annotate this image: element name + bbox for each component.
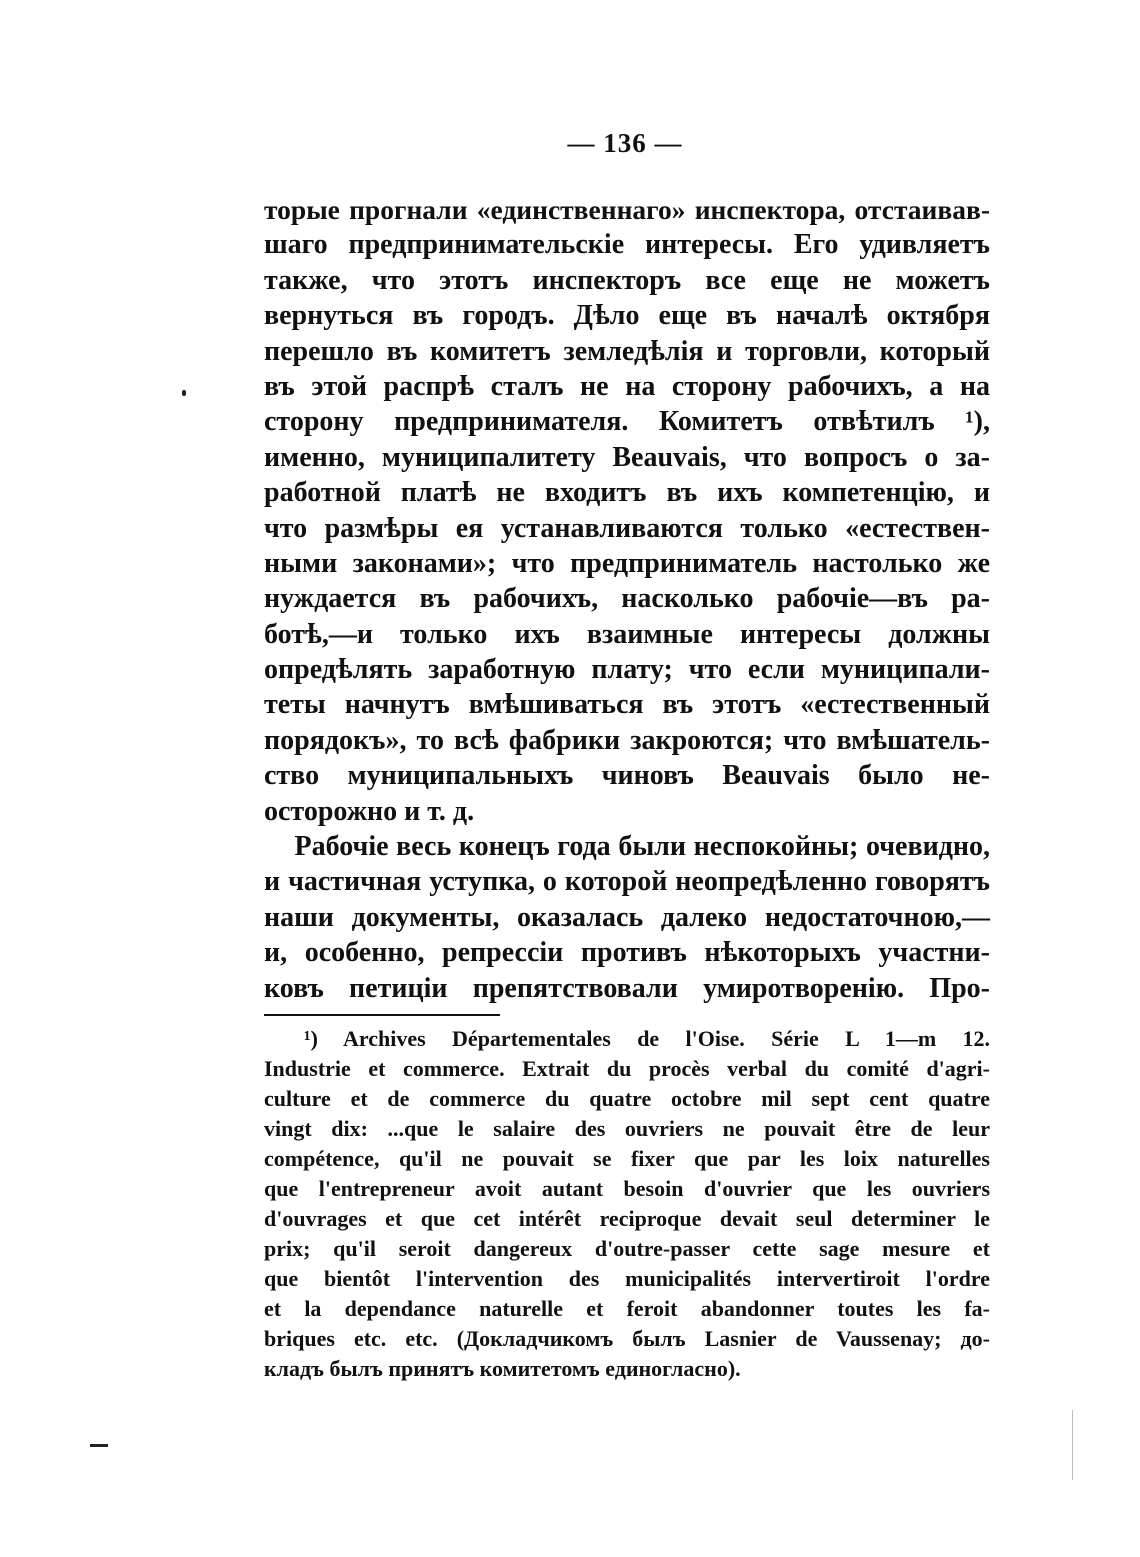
page-number: — 136 — xyxy=(567,128,683,158)
body-line: сторону предпринимателя. Комитетъ отвѣтилъ ¹), xyxy=(264,406,990,438)
body-line: и частичная уступка, о которой неопредѣленно говорятъ xyxy=(264,866,990,898)
footnote-divider xyxy=(264,1014,500,1016)
margin-speck xyxy=(182,390,186,396)
body-line: теты начнутъ вмѣшиваться въ этотъ «естественный xyxy=(264,689,990,721)
body-line: работной платѣ не входитъ въ ихъ компетенцію, и xyxy=(264,477,990,509)
body-line: ботѣ,—и только ихъ взаимные интересы должны xyxy=(264,618,990,650)
body-line: перешло въ комитетъ земледѣлія и торговли, который xyxy=(264,335,990,367)
body-line: нуждается въ рабочихъ, насколько рабочіе—въ ра- xyxy=(264,583,990,615)
body-line: ковъ петиціи препятствовали умиротворенію. Про- xyxy=(264,972,990,1004)
footnote-line: culture et de commerce du quatre octobre mil sept cent quatre xyxy=(264,1086,990,1111)
footnote-line: vingt dix: ...que le salaire des ouvriers ne pouvait être de leur xyxy=(264,1116,990,1141)
footnote xyxy=(264,1024,990,1384)
body-text xyxy=(264,192,990,1006)
footnote-line: ¹) Archives Départementales de l'Oise. Série L 1—m 12. xyxy=(304,1026,990,1051)
footnote-line: et la dependance naturelle et feroit abandonner toutes les fa- xyxy=(264,1296,990,1321)
body-line: шаго предпринимательскіе интересы. Его удивляетъ xyxy=(264,229,990,261)
body-line: ными законами»; что предприниматель настолько же xyxy=(264,547,990,579)
footnote-line: Industrie et commerce. Extrait du procès verbal du comité d'agri- xyxy=(264,1056,990,1081)
body-line: опредѣлять заработную плату; что если муниципали- xyxy=(264,654,990,686)
body-line: наши документы, оказалась далеко недостаточною,— xyxy=(264,901,990,933)
margin-dash xyxy=(90,1444,108,1447)
scan-edge-line xyxy=(1072,1410,1073,1480)
body-line: торые прогнали «единственнаго» инспектора, отстаивав- xyxy=(264,194,990,225)
body-line: именно, муниципалитету Beauvais, что вопросъ о за- xyxy=(264,441,990,473)
footnote-line: compétence, qu'il ne pouvait se fixer que par les loix naturelles xyxy=(264,1146,990,1171)
body-line: что размѣры ея устанавливаются только «естествен- xyxy=(264,512,990,544)
footnote-line: briques etc. etc. (Докладчикомъ былъ Lasnier de Vaussenay; до- xyxy=(264,1326,990,1351)
footnote-line: prix; qu'il seroit dangereux d'outre-passer cette sage mesure et xyxy=(264,1236,990,1261)
body-line: и, особенно, репрессіи противъ нѣкоторыхъ участни- xyxy=(264,937,990,969)
body-line: вернуться въ городъ. Дѣло еще въ началѣ октября xyxy=(264,300,990,332)
footnote-line: que l'entrepreneur avoit autant besoin d'ouvrier que les ouvriers xyxy=(264,1176,990,1201)
footnote-line: кладъ былъ принятъ комитетомъ единогласно). xyxy=(264,1356,741,1381)
body-line: Рабочіе весь конецъ года были неспокойны; очевидно, xyxy=(264,831,990,863)
body-line: также, что этотъ инспекторъ все еще не можетъ xyxy=(264,264,990,296)
body-line: въ этой распрѣ сталъ не на сторону рабочихъ, а на xyxy=(264,370,990,402)
body-line: осторожно и т. д. xyxy=(264,795,475,827)
body-line: ство муниципальныхъ чиновъ Beauvais было не- xyxy=(264,760,990,792)
footnote-line: que bientôt l'intervention des municipalités intervertiroit l'ordre xyxy=(264,1266,990,1291)
body-line: порядокъ», то всѣ фабрики закроются; что вмѣшатель- xyxy=(264,724,990,756)
footnote-line: d'ouvrages et que cet intérêt reciproque devait seul determiner le xyxy=(264,1206,990,1231)
